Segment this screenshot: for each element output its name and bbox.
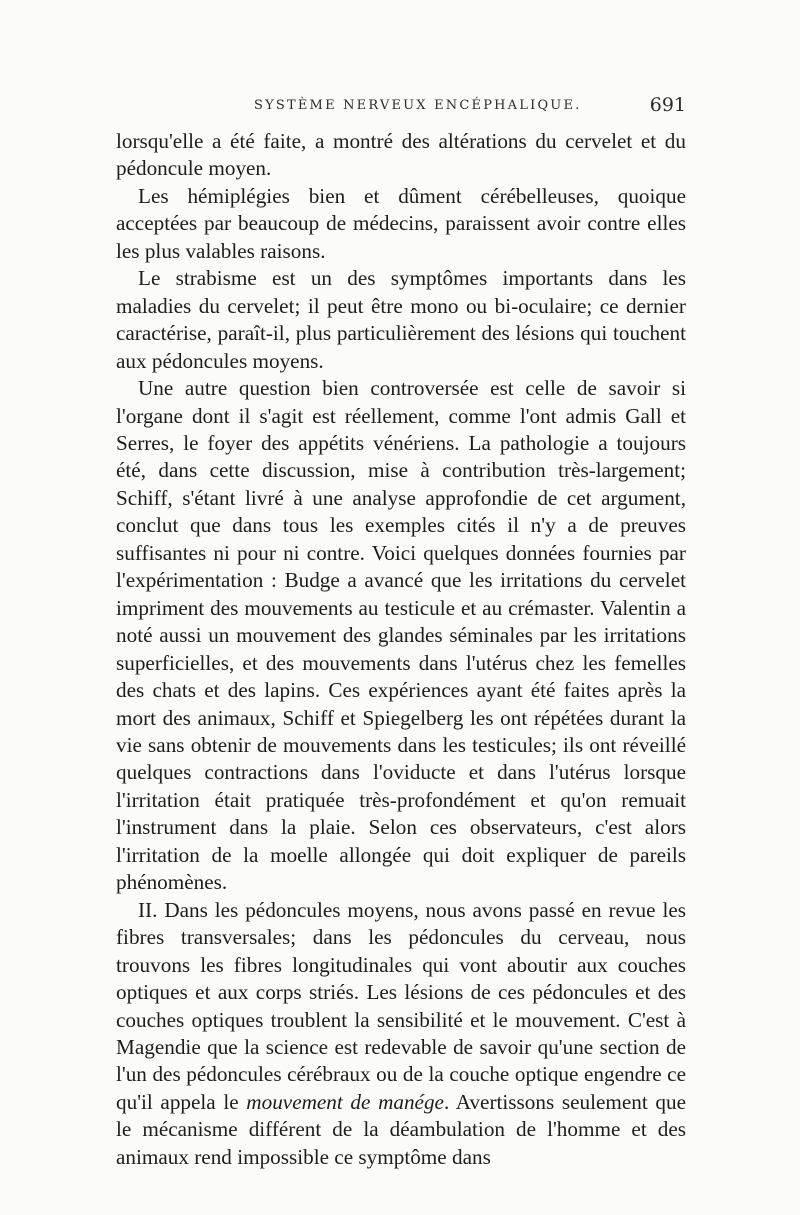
- paragraph-strabisme: Le strabisme est un des symptômes importants dans les maladies du cervelet; il peut être mono ou bi-oculaire; ce dernier caractérise, paraît-il, plus particulièrement des lésions qui touchent aux pédoncules moyens.: [116, 266, 686, 373]
- page-number: 691: [649, 94, 686, 116]
- paragraph-pedoncules-cerebraux: [116, 897, 686, 1172]
- paragraph-appetits-veneriens: Une autre question bien controversée est celle de savoir si l'organe dont il s'agit est réellement, comme l'ont admis Gall et Serres, le foyer des appétits vénériens. La pathologie a toujours été, dans cette discussion, mise à contribution très-largement; Schiff, s'étant livré à une analyse approfondie de cet argument, conclut que dans tous les exemples cités il n'y a de preuves suffisantes ni pour ni contre. Voici quelques données fournies par l'expérimentation : Budge a avancé que les irritations du cervelet impriment des mouvements au testicule et au crémaster. Valentin a noté aussi un mouvement des glandes séminales par les irritations superficielles, et des mouvements dans l'utérus chez les femelles des chats et des lapins. Ces expériences ayant été faites après la mort des animaux, Schiff et Spiegelberg les ont répétées durant la vie sans obtenir de mouvements dans les testicules; ils ont réveillé quelques contractions dans l'oviducte et dans l'utérus lorsque l'irritation était pratiquée très-profondément et qu'on remuait l'instrument dans la plaie. Selon ces observateurs, c'est alors l'irritation de la moelle allongée qui doit expliquer de pareils phénomènes.: [116, 376, 686, 895]
- body-text: [116, 128, 686, 1171]
- running-title: SYSTÈME NERVEUX ENCÉPHALIQUE.: [254, 98, 582, 113]
- paragraph-text-end: . Avertissons seulement que le mécanisme différent de la déambulation de l'homme et des animaux rend impossible ce symptôme dans: [116, 1089, 686, 1169]
- paragraph-hemiplegies: Les hémiplégies bien et dûment cérébelleuses, quoique acceptées par beaucoup de médecins, paraissent avoir contre elles les plus valables raisons.: [116, 183, 686, 263]
- paragraph-text-start: II. Dans les pédoncules moyens, nous avons passé en revue les fibres transversales; dans les pédoncules du cerveau, nous trouvons les fibres longitudinales qui vont aboutir aux couches optiques et aux corps striés. Les lésions de ces pédoncules et des couches optiques troublent la sensibilité et le mouvement. C'est à Magendie que la science est redevable de savoir qu'une section de l'un des pédoncules cérébraux ou de la couche optique engendre ce qu'il appela le: [116, 897, 686, 1114]
- paragraph-continuation: lorsqu'elle a été faite, a montré des altérations du cervelet et du pédoncule moyen.: [116, 129, 686, 181]
- page-header: [116, 94, 686, 120]
- italic-term: mouvement de manége: [246, 1089, 444, 1114]
